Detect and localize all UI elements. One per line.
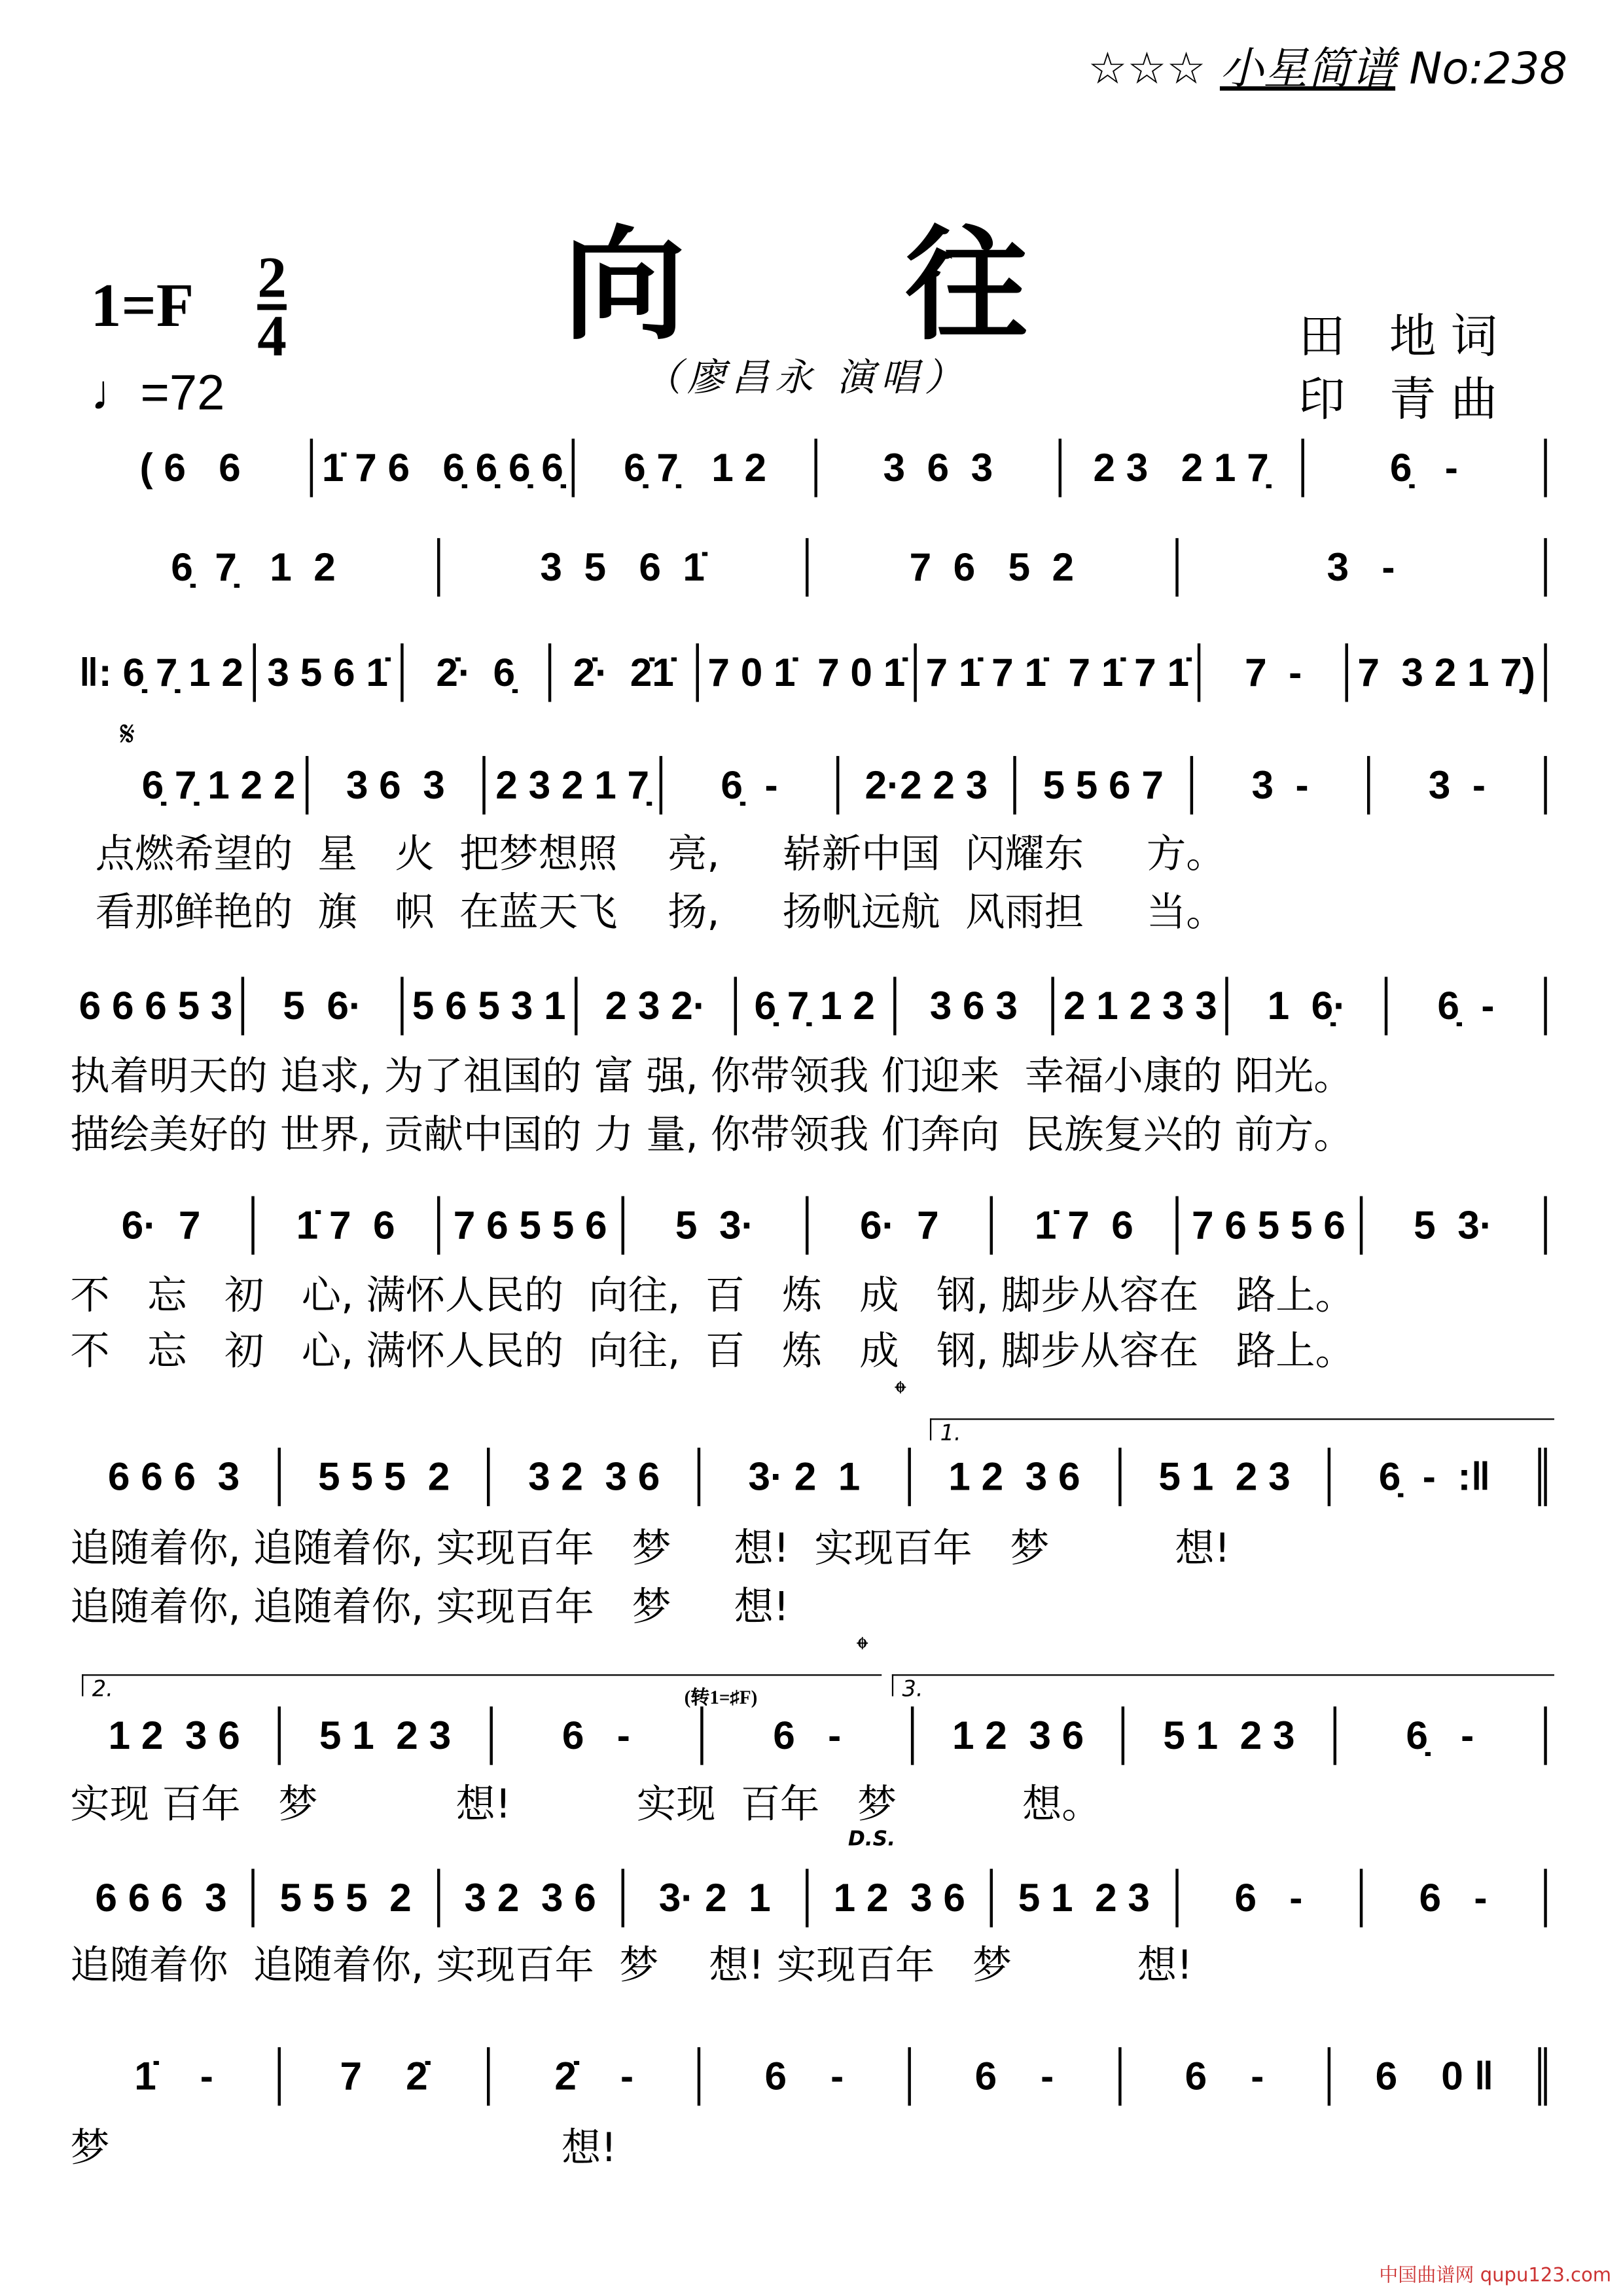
volta-1: 1. bbox=[930, 1418, 1554, 1441]
measure: 1 6̣· bbox=[1229, 977, 1388, 1035]
score-number: No:238 bbox=[1409, 44, 1568, 96]
stars-icon: ☆☆☆ bbox=[1088, 44, 1206, 96]
measure: 2 3 2· bbox=[577, 977, 736, 1035]
measure: 6̣ 7̣ 1 2 bbox=[575, 439, 818, 497]
volta-3: 3. bbox=[892, 1674, 1554, 1696]
measure: 6· 7 bbox=[809, 1196, 993, 1255]
measure: 5 5 5 2 bbox=[280, 1448, 490, 1506]
measure: 6 - bbox=[1121, 2047, 1331, 2106]
staff-row bbox=[70, 1869, 1547, 1927]
lyrics-line: 不 忘 初 心, 满怀人民的 向往, 百 炼 成 钢, 脚步从容在 路上。 bbox=[70, 1273, 1355, 1319]
measure: 6 6 6 3 bbox=[70, 1869, 255, 1927]
measure: 1 2 3 6 bbox=[70, 1706, 281, 1765]
measure: 3 5 6 1̇ bbox=[439, 538, 808, 596]
measure: 6 - bbox=[492, 1706, 703, 1765]
measure: 6̣ - bbox=[1304, 439, 1546, 497]
volta-2: 2. bbox=[82, 1674, 882, 1696]
lyrics-line: 追随着你, 追随着你, 实现百年 梦 想! 实现百年 梦 想! bbox=[70, 1526, 1230, 1572]
lyrics-line: 追随着你 追随着你, 实现百年 梦 想! 实现百年 梦 想! bbox=[70, 1943, 1193, 1989]
measure: 5 3· bbox=[624, 1196, 808, 1255]
staff-row bbox=[70, 1196, 1547, 1255]
lyrics-line: 执着明天的 追求, 为了祖国的 富 强, 你带领我 们迎来 幸福小康的 阳光。 bbox=[70, 1054, 1353, 1100]
lyrics-line: 描绘美好的 世界, 贡献中国的 力 量, 你带领我 们奔向 民族复兴的 前方。 bbox=[70, 1113, 1353, 1158]
measure: 7 2̇ bbox=[280, 2047, 490, 2106]
measure: 3 - bbox=[1370, 756, 1546, 814]
measure: 3 5 6 1̇ bbox=[255, 643, 403, 702]
measure: 5 1 2 3 bbox=[1125, 1706, 1336, 1765]
staff-row bbox=[70, 1706, 1547, 1765]
song-title: 向往 bbox=[563, 211, 1247, 357]
measure: 7 - bbox=[1201, 643, 1349, 702]
measure: 3 - bbox=[1193, 756, 1370, 814]
measure: 7 0 1̇ 7 0 1̇ bbox=[699, 643, 917, 702]
measure: 6 - bbox=[1363, 1869, 1547, 1927]
measure: 2 1 2 3 3 bbox=[1055, 977, 1229, 1035]
measure: 6̣ - bbox=[1336, 1706, 1546, 1765]
brand-link[interactable]: 小星简谱 bbox=[1219, 44, 1396, 96]
modulation-marking: (转1=♯F) bbox=[684, 1686, 758, 1708]
measure: 3 6 3 bbox=[308, 756, 485, 814]
lyricist-credit: 田 地词 bbox=[1298, 308, 1512, 365]
measure: 6 - bbox=[701, 2047, 911, 2106]
measure: 7 6 5 5 6 bbox=[439, 1196, 624, 1255]
measure: 1 2 3 6 bbox=[911, 1448, 1121, 1506]
measure: 5 3· bbox=[1363, 1196, 1547, 1255]
measure: 7 6 5 2 bbox=[809, 538, 1178, 596]
measure: 2̇· 6̣ bbox=[403, 643, 551, 702]
measure: 6 6 6 5 3 bbox=[70, 977, 244, 1035]
measure: 5 6· bbox=[244, 977, 403, 1035]
measure: 3 2 3 6 bbox=[439, 1869, 624, 1927]
ds-marking: D.S. bbox=[847, 1827, 896, 1852]
measure: 1̇ 7 6 6̣ 6̣ 6̣ 6̣ bbox=[313, 439, 575, 497]
measure: 5 1 2 3 bbox=[281, 1706, 492, 1765]
brand-header bbox=[1088, 32, 1567, 96]
measure: 2 3 2 1 7̣ bbox=[486, 756, 662, 814]
measure: 6̣ - bbox=[1388, 977, 1547, 1035]
staff-row bbox=[70, 538, 1547, 596]
measure: 3· 2 1 bbox=[701, 1448, 911, 1506]
lyrics-line: 不 忘 初 心, 满怀人民的 向往, 百 炼 成 钢, 脚步从容在 路上。 bbox=[70, 1329, 1355, 1375]
measure: 6 - bbox=[1178, 1869, 1363, 1927]
measure: 7 1̇ 7 1̇ 7 1̇ 7 1̇ bbox=[917, 643, 1201, 702]
measure: 6 6 6 3 bbox=[70, 1448, 280, 1506]
measure: 2 3 2 1 7̣ bbox=[1061, 439, 1304, 497]
measure: 3 6 3 bbox=[818, 439, 1061, 497]
staff-row bbox=[70, 977, 1547, 1035]
staff-row bbox=[70, 643, 1547, 702]
coda-sign: 𝄌 bbox=[895, 1376, 906, 1413]
staff-row bbox=[132, 756, 1547, 814]
measure: ( 6 6 bbox=[70, 439, 313, 497]
measure: 1 2 3 6 bbox=[809, 1869, 993, 1927]
measure: 6 - bbox=[703, 1706, 914, 1765]
measure: ‖: 6̣ 7̣ 1 2 bbox=[70, 643, 255, 702]
measure: 6 - bbox=[911, 2047, 1121, 2106]
measure: 7 3 2 1 7̣) bbox=[1349, 643, 1547, 702]
measure: 6 0 ‖ bbox=[1331, 2047, 1547, 2106]
staff-row bbox=[70, 1448, 1547, 1506]
measure: 1 2 3 6 bbox=[914, 1706, 1125, 1765]
time-top: 2 bbox=[257, 244, 287, 310]
measure: 5 6 5 3 1 bbox=[403, 977, 577, 1035]
measure: 5 5 5 2 bbox=[255, 1869, 439, 1927]
lyrics-line: 实现 百年 梦 想! 实现 百年 梦 想。 bbox=[70, 1782, 1101, 1828]
composer-credit: 印 青曲 bbox=[1298, 371, 1512, 427]
measure: 3· 2 1 bbox=[624, 1869, 808, 1927]
measure: 7 6 5 5 6 bbox=[1178, 1196, 1363, 1255]
watermark-logo: 中国曲谱网 qupu123.com bbox=[1379, 2265, 1612, 2287]
lyrics-line: 看那鲜艳的 旗 帜 在蓝天飞 扬, 扬帆远航 风雨担 当。 bbox=[70, 890, 1226, 936]
measure: 2̇· 2̇1̇ bbox=[551, 643, 699, 702]
time-bottom: 4 bbox=[257, 302, 287, 369]
measure: 6̣ 7̣ 1 2 bbox=[70, 538, 439, 596]
lyrics-line: 梦 想! bbox=[70, 2126, 617, 2172]
time-signature bbox=[257, 244, 287, 369]
measure: 6̣ - :‖ bbox=[1331, 1448, 1547, 1506]
key-signature: 1=F bbox=[90, 273, 194, 341]
staff-row bbox=[70, 439, 1547, 497]
measure: 3 - bbox=[1178, 538, 1547, 596]
measure: 6̣ 7̣ 1 2 bbox=[736, 977, 895, 1035]
measure: 6· 7 bbox=[70, 1196, 255, 1255]
measure: 1̇ 7 6 bbox=[255, 1196, 439, 1255]
measure: 5 1 2 3 bbox=[1121, 1448, 1331, 1506]
coda-sign: 𝄌 bbox=[857, 1632, 868, 1669]
measure: 6̣ 7̣ 1 2 2 bbox=[132, 756, 308, 814]
measure: 2̇ - bbox=[490, 2047, 700, 2106]
staff-row bbox=[70, 2047, 1547, 2106]
measure: 3 2 3 6 bbox=[490, 1448, 700, 1506]
measure: 5 5 6 7 bbox=[1016, 756, 1193, 814]
measure: 3 6 3 bbox=[896, 977, 1055, 1035]
measure: 5 1 2 3 bbox=[993, 1869, 1178, 1927]
lyrics-line: 点燃希望的 星 火 把梦想照 亮, 崭新中国 闪耀东 方。 bbox=[70, 832, 1226, 878]
tempo-marking: ♩=72 bbox=[90, 365, 225, 422]
measure: 2·2 2 3 bbox=[839, 756, 1016, 814]
lyrics-line: 追随着你, 追随着你, 实现百年 梦 想! bbox=[70, 1585, 790, 1631]
singer-credit: （廖昌永 演唱） bbox=[643, 357, 969, 401]
measure: 1̇ - bbox=[70, 2047, 280, 2106]
measure: 1̇ 7 6 bbox=[993, 1196, 1178, 1255]
measure: 6̣ - bbox=[662, 756, 839, 814]
segno-sign: 𝄋 bbox=[120, 713, 135, 755]
